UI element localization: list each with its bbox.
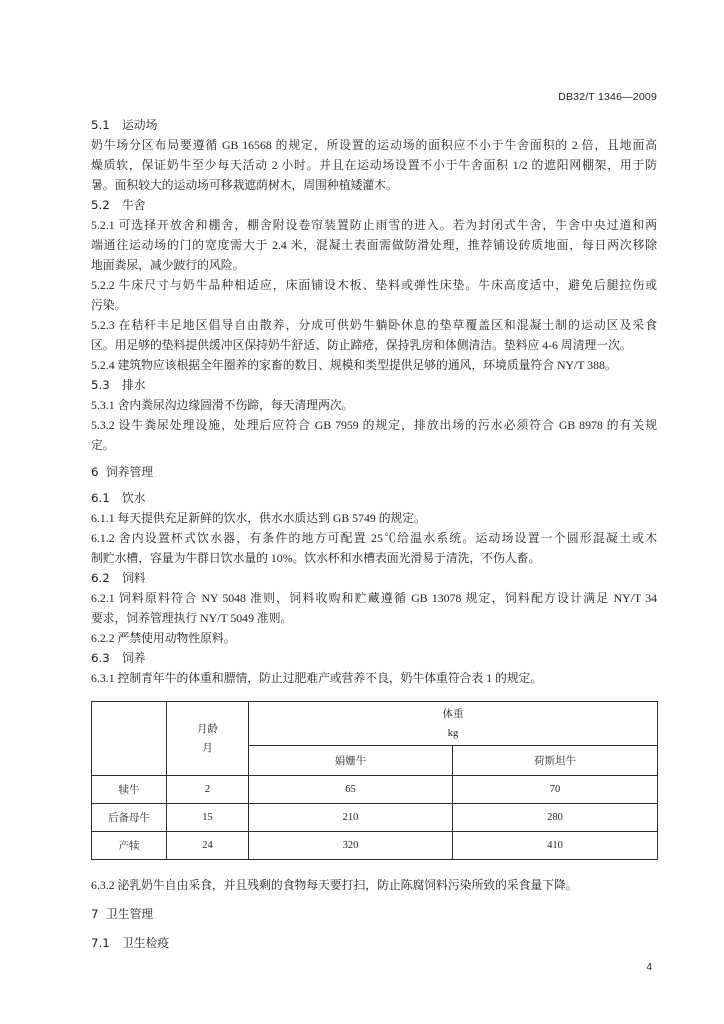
- weight-jersey-cell: 320: [249, 832, 453, 860]
- text-line: 地面粪尿，减少跛行的风险。: [91, 258, 245, 272]
- text-line: 6.3.2 泌乳奶牛自由采食，并且残剩的食物每天要打扫，防止陈腐饲料污染所致的采食量下降。: [91, 878, 578, 892]
- table-header-row: [92, 702, 658, 746]
- section-title: 饲养: [122, 651, 146, 665]
- section-heading-5-2: [91, 195, 657, 215]
- text-line: 5.2.3 在秸秆丰足地区倡导自由散养，分成可供奶牛躺卧休息的垫草覆盖区和混凝土制的运动区及采食: [91, 318, 657, 332]
- text-line: 燥质软，保证奶牛至少每天活动 2 小时。并且在运动场设置不小于牛舍面积 1/2 的遮阳网棚架，用于防: [91, 158, 657, 172]
- weight-header-label: 体重: [442, 708, 464, 720]
- weight-header-unit: kg: [447, 727, 459, 739]
- section-number: 5.2: [91, 198, 110, 212]
- clause-6-3-1: [91, 668, 657, 688]
- clause-6-2-1: [91, 588, 657, 628]
- clause-5-2-1: [91, 215, 657, 275]
- stage-header-cell: [92, 702, 167, 776]
- section-heading-5-3: [91, 375, 657, 395]
- breed-header-holstein: 荷斯坦牛: [453, 746, 658, 776]
- text-line: 暑。面积较大的运动场可移栽遮荫树木，周围种植矮灌木。: [91, 178, 398, 192]
- text-line: 制贮水槽，容量为牛群日饮水量的 10%。饮水杯和水槽表面光滑易于清洗，不伤人畜。: [91, 551, 541, 565]
- clause-5-2-3: [91, 315, 657, 355]
- section-number: 7.1: [91, 936, 110, 950]
- section-heading-6-1: [91, 488, 657, 508]
- text-line: 要求，饲养管理执行 NY/T 5049 准则。: [91, 611, 293, 625]
- section-heading-6-2: [91, 568, 657, 588]
- breed-header-jersey: 娟姗牛: [249, 746, 453, 776]
- section-number: 5.3: [91, 378, 110, 392]
- section-heading-5-1: [91, 115, 657, 135]
- text-line: 5.2.1 可选择开放舍和棚舍，棚舍附设卷帘装置防止雨雪的进入。若为封闭式牛舍，牛舍中央过道和两: [91, 218, 657, 232]
- chapter-number: 6: [91, 465, 99, 479]
- section-number: 6.2: [91, 571, 110, 585]
- age-header-unit: 月: [202, 742, 213, 754]
- weight-jersey-cell: 210: [249, 804, 453, 832]
- section-number: 5.1: [91, 118, 110, 132]
- chapter-title: 卫生管理: [106, 907, 154, 921]
- clause-5-2-2: [91, 275, 657, 315]
- section-5-1-text: [91, 135, 657, 195]
- section-title: 卫生检疫: [122, 936, 170, 950]
- text-line: 奶牛场分区布局要遵循 GB 16568 的规定，所设置的运动场的面积应不小于牛舍面积的 2 倍，且地面高: [91, 138, 657, 152]
- stage-cell: 产犊: [92, 832, 167, 860]
- section-number: 6.1: [91, 491, 110, 505]
- text-line: 5.2.4 建筑物应该根据全年圈养的家畜的数目、规模和类型提供足够的通风，环境质量符合 NY/T 388。: [91, 358, 617, 372]
- age-cell: 24: [167, 832, 249, 860]
- text-line: 5.3.1 舍内粪尿沟边缘圆滑不伤蹄，每天清理两次。: [91, 398, 354, 412]
- page-content: [91, 115, 657, 953]
- age-cell: 2: [167, 776, 249, 804]
- text-line: 6.1.1 每天提供充足新鲜的饮水，供水水质达到 GB 5749 的规定。: [91, 511, 426, 525]
- text-line: 5.3.2 设牛粪尿处理设施，处理后应符合 GB 7959 的规定，排放出场的污水必须符合 GB 8978 的有关规: [91, 418, 657, 432]
- text-line: 6.2.2 严禁使用动物性原料。: [91, 631, 236, 645]
- weight-holstein-cell: 280: [453, 804, 658, 832]
- weight-header-cell: [249, 702, 658, 746]
- stage-cell: 犊牛: [92, 776, 167, 804]
- clause-5-3-2: [91, 415, 657, 455]
- weight-jersey-cell: 65: [249, 776, 453, 804]
- text-line: 污染。: [91, 298, 127, 312]
- text-line: 6.3.1 控制青年牛的体重和膘情，防止过肥难产或营养不良，奶牛体重符合表 1 的规定。: [91, 671, 543, 685]
- weight-holstein-cell: 70: [453, 776, 658, 804]
- text-line: 定。: [91, 438, 115, 452]
- table-row: [92, 804, 658, 832]
- section-title: 饮水: [122, 491, 146, 505]
- cow-weight-table: [91, 701, 658, 860]
- document-code: DB32/T 1346—2009: [558, 91, 657, 103]
- chapter-heading-6: [91, 462, 657, 482]
- section-heading-7-1: [91, 933, 657, 953]
- clause-5-2-4: [91, 355, 657, 375]
- chapter-title: 饲养管理: [106, 465, 154, 479]
- weight-holstein-cell: 410: [453, 832, 658, 860]
- text-line: 端通往运动场的门的宽度需大于 2.4 米，混凝土表面需做防滑处理，推荐铺设砖质地面，每日两次移除: [91, 238, 657, 252]
- section-title: 牛舍: [122, 198, 146, 212]
- table-row: [92, 832, 658, 860]
- age-header-label: 月龄: [197, 723, 218, 735]
- stage-cell: 后备母牛: [92, 804, 167, 832]
- section-title: 运动场: [122, 118, 158, 132]
- text-line: 6.2.1 饲料原料符合 NY 5048 准则，饲料收购和贮藏遵循 GB 13078 规定，饲料配方设计满足 NY/T 34: [91, 591, 657, 605]
- table-row: [92, 776, 658, 804]
- text-line: 5.2.2 牛床尺寸与奶牛品种相适应，床面铺设木板、垫料或弹性床垫。牛床高度适中，避免后腿拉伤或: [91, 278, 657, 292]
- clause-6-1-2: [91, 528, 657, 568]
- section-heading-6-3: [91, 648, 657, 668]
- clause-6-2-2: [91, 628, 657, 648]
- text-line: 区。用足够的垫料提供缓冲区保持奶牛舒适、防止蹄疮，保持乳房和体侧清洁。垫料应 4-6 周清理一次。: [91, 338, 632, 352]
- age-cell: 15: [167, 804, 249, 832]
- chapter-number: 7: [91, 907, 99, 921]
- clause-6-3-2: [91, 875, 657, 895]
- clause-5-3-1: [91, 395, 657, 415]
- clause-6-1-1: [91, 508, 657, 528]
- page-number: 4: [646, 962, 652, 973]
- text-line: 6.1.2 舍内设置杯式饮水器，有条件的地方可配置 25℃给温水系统。运动场设置一个圆形混凝土或木: [91, 531, 657, 545]
- section-title: 饲料: [122, 571, 146, 585]
- section-title: 排水: [122, 378, 146, 392]
- chapter-heading-7: [91, 904, 657, 924]
- section-number: 6.3: [91, 651, 110, 665]
- age-header-cell: [167, 702, 249, 776]
